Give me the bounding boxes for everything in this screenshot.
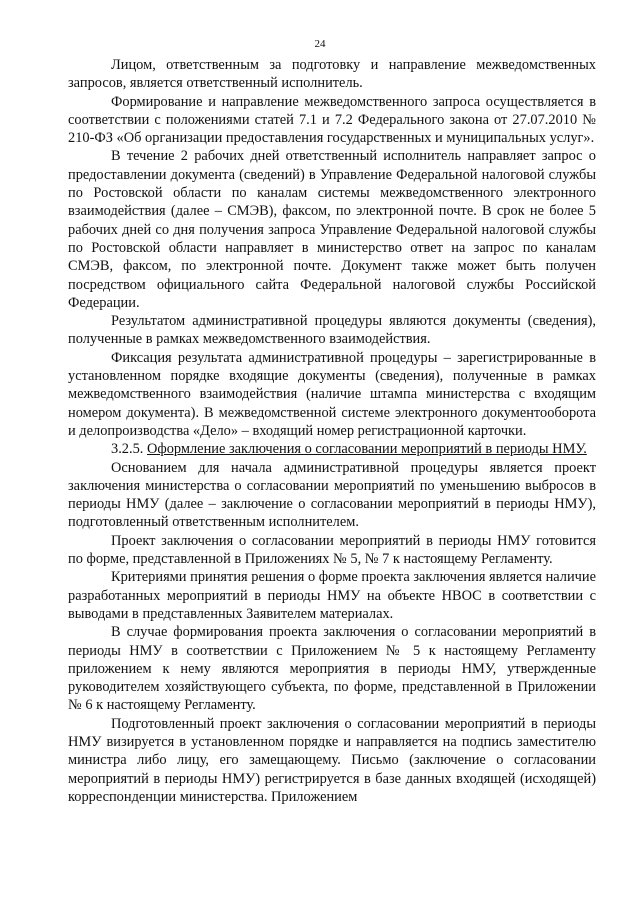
section-number: 3.2.5. [111,441,144,458]
paragraph: В случае формирования проекта заключения о согласовании мероприятий в периоды НМУ в соответствии с Приложением № 5 к настоящему Регламенту приложением к нему являются мероприятия в периоды НМУ, утвержденные руководителем хозяйствующего субъекта, по форме, представленной в Приложении № 6 к настоящему Регламенту. [68,624,596,714]
section-title: Оформление заключения о согласовании мероприятий в периоды НМУ. [147,441,587,458]
paragraph: Критериями принятия решения о форме проекта заключения является наличие разработанных мероприятий в периоды НМУ на объекте НВОС в соответствии с выводами в представленных Заявителем материалах. [68,569,596,622]
paragraph: Формирование и направление межведомственного запроса осуществляется в соответствии с положениями статей 7.1 и 7.2 Федерального закона от 27.07.2010 № 210-ФЗ «Об организации предоставления государственных и муниципальных услуг». [68,93,596,147]
document-body [68,56,596,806]
paragraph: Проект заключения о согласовании мероприятий в периоды НМУ готовится по форме, представленной в Приложениях № 5, № 7 к настоящему Регламенту. [68,532,596,568]
section-heading [68,440,596,458]
paragraph: Результатом административной процедуры являются документы (сведения), полученные в рамках межведомственного взаимодействия. [68,313,596,348]
paragraph: Основанием для начала административной процедуры является проект заключения министерства о согласовании мероприятий по уменьшению выбросов в периоды НМУ (далее – заключение о согласовании мероприятий в периоды НМУ), подготовленный ответственным исполнителем. [68,459,596,531]
paragraph: Лицом, ответственным за подготовку и направление межведомственных запросов, является ответственный исполнитель. [68,57,596,92]
paragraph: В течение 2 рабочих дней ответственный исполнитель направляет запрос о предоставлении документа (сведений) в Управление Федеральной налоговой службы по Ростовской области по каналам системы межведомственного электронного взаимодействия (далее – СМЭВ), факсом, по электронной почте. В срок не более 5 рабочих дней со дня получения запроса Управление Федеральной налоговой службы по Ростовской области направляет в министерство ответ на запрос по каналам СМЭВ, факсом, по электронной почте. Документ также может быть получен посредством официального сайта Федеральной налоговой службы Российской Федерации. [68,148,596,311]
page-number: 24 [314,38,326,50]
paragraph: Подготовленный проект заключения о согласовании мероприятий в периоды НМУ визируется в установленном порядке и направляется на подпись заместителю министра либо лицу, его замещающему. Письмо (заключение о согласовании мероприятий в периоды НМУ) регистрируется в базе данных входящей (исходящей) корреспонденции министерства. Приложением [68,715,596,805]
paragraph: Фиксация результата административной процедуры – зарегистрированные в установленном порядке входящие документы (сведения), полученные в рамках межведомственного взаимодействия (наличие штампа министерства с входящим номером документа). В межведомственной системе электронного документооборота и делопроизводства «Дело» – входящий номер регистрационной карточки. [68,349,596,439]
